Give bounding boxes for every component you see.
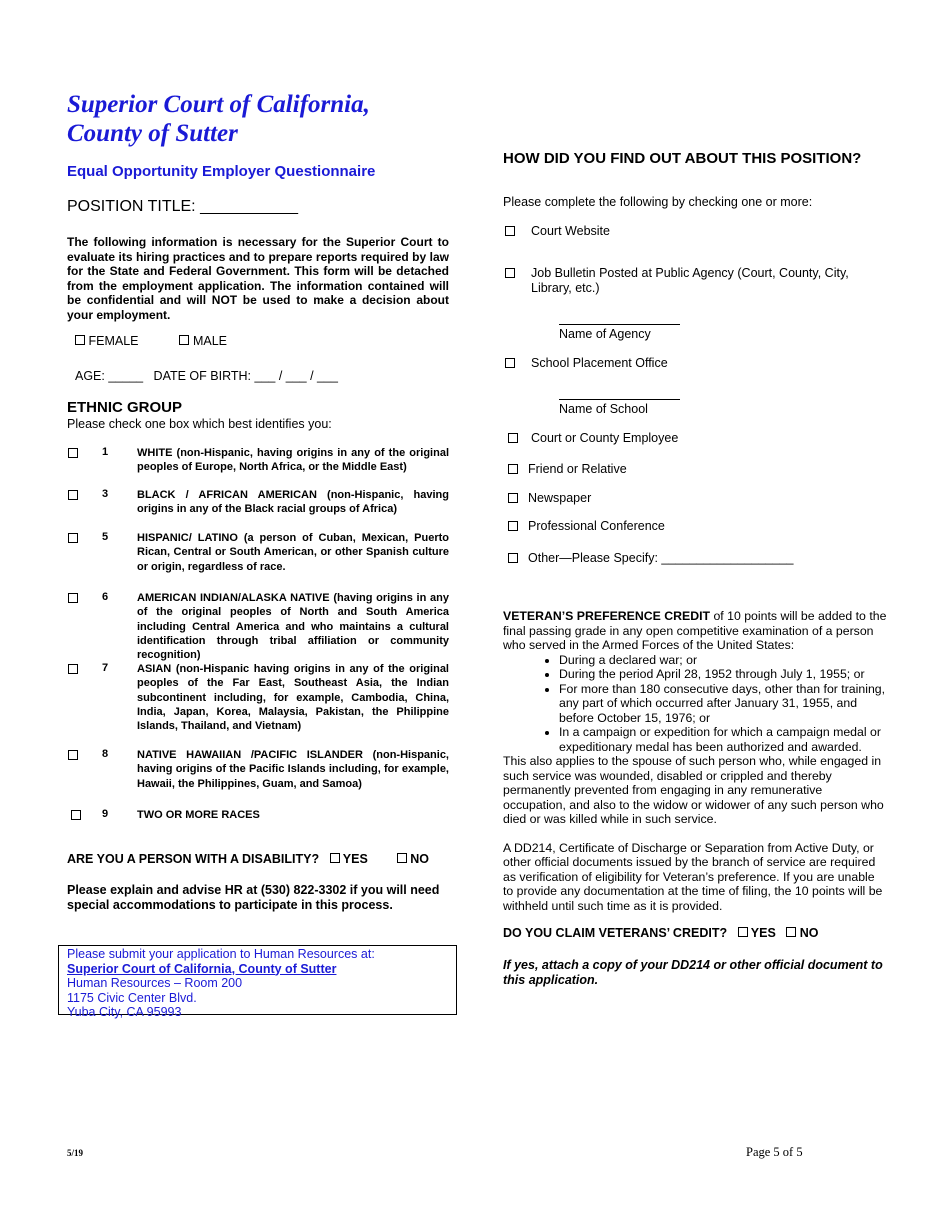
disability-question: ARE YOU A PERSON WITH A DISABILITY? bbox=[67, 852, 320, 866]
ethnic-option bbox=[67, 808, 449, 824]
ethnic-checkbox[interactable] bbox=[68, 593, 78, 603]
ethnic-heading: ETHNIC GROUP bbox=[67, 399, 183, 416]
ethnic-option bbox=[67, 748, 449, 793]
veteran-section bbox=[503, 609, 887, 913]
ethnic-code: 3 bbox=[102, 488, 109, 500]
ethnic-option bbox=[67, 591, 449, 662]
submit-box bbox=[58, 945, 457, 1019]
male-checkbox[interactable] bbox=[179, 335, 189, 345]
agency-name-label: Name of Agency bbox=[559, 327, 651, 341]
court-title-line1: Superior Court of California, bbox=[67, 91, 370, 118]
intro-paragraph: The following information is necessary for the Superior Court to evaluate its hiring practices and to prepare reports required by law for the State and Federal Government. This form will be detached from the employment application. The information contained will be confidential and will NOT be used to make a decision about your employment. bbox=[67, 235, 449, 322]
ethnic-checkbox[interactable] bbox=[68, 664, 78, 674]
veteran-claim-row bbox=[503, 926, 818, 940]
age-dob-row bbox=[75, 369, 338, 383]
submit-street: 1175 Civic Center Blvd. bbox=[67, 990, 197, 1005]
list-item: • In a campaign or expedition for which a campaign medal or expeditionary medal has been authorized and awarded. bbox=[559, 725, 887, 754]
dob-field[interactable]: ___ / ___ / ___ bbox=[254, 369, 338, 383]
court-website-label: Court Website bbox=[531, 224, 610, 238]
veteran-criteria-list bbox=[503, 653, 887, 755]
veteran-heading: VETERAN’S PREFERENCE CREDIT bbox=[503, 609, 711, 623]
ethnic-checkbox[interactable] bbox=[68, 533, 78, 543]
agency-name-line[interactable] bbox=[559, 324, 680, 325]
revision-date: 5/19 bbox=[67, 1148, 84, 1158]
ethnic-description: HISPANIC/ LATINO (a person of Cuban, Mexican, Puerto Rican, Central or South American, or other Spanish culture or origin, regardless of race. bbox=[137, 532, 449, 573]
disability-yes-checkbox[interactable] bbox=[330, 853, 340, 863]
page-number: Page 5 of 5 bbox=[746, 1145, 803, 1159]
other-checkbox[interactable] bbox=[508, 553, 518, 563]
position-title-label: POSITION TITLE: bbox=[67, 198, 196, 215]
position-title-field[interactable]: ___________ bbox=[200, 198, 298, 215]
friend-checkbox[interactable] bbox=[508, 464, 518, 474]
court-link[interactable]: Superior Court of California, County of Sutter bbox=[67, 961, 337, 976]
disability-no-checkbox[interactable] bbox=[397, 853, 407, 863]
ethnic-instruction: Please check one box which best identifies you: bbox=[67, 417, 332, 431]
submit-city: Yuba City, CA 95993 bbox=[67, 1005, 182, 1019]
gender-row bbox=[75, 334, 227, 348]
ethnic-code: 6 bbox=[102, 591, 109, 603]
ethnic-checkbox[interactable] bbox=[68, 750, 78, 760]
ethnic-option bbox=[67, 531, 449, 576]
list-item: • For more than 180 consecutive days, other than for training, any part of which occurred after January 31, 1955, and before October 15, 1976; or bbox=[559, 682, 887, 726]
school-placement-checkbox[interactable] bbox=[505, 358, 515, 368]
court-title-line2: County of Sutter bbox=[67, 120, 238, 147]
newspaper-checkbox[interactable] bbox=[508, 493, 518, 503]
ethnic-checkbox[interactable] bbox=[71, 810, 81, 820]
position-title bbox=[67, 198, 298, 216]
disability-yes-label: YES bbox=[342, 852, 368, 866]
veteran-intro-text: of 10 points will be added to the final passing grade in any open competitive examination of a person who served in the Armed Forces of the United States: bbox=[503, 609, 887, 652]
conference-checkbox[interactable] bbox=[508, 521, 518, 531]
source-instruction: Please complete the following by checking one or more: bbox=[503, 195, 813, 209]
other-label[interactable]: Other—Please Specify: ___________________ bbox=[528, 551, 794, 565]
ethnic-code: 1 bbox=[102, 446, 109, 458]
court-title bbox=[67, 90, 370, 148]
submit-room: Human Resources – Room 200 bbox=[67, 976, 243, 990]
list-item: • During the period April 28, 1952 through July 1, 1955; or bbox=[559, 667, 887, 682]
veteran-dd214-text: A DD214, Certificate of Discharge or Separation from Active Duty, or other official documents issued by the branch of service are required as verification of eligibility for Veteran’s preference. If you are unable to provide any documentation at the time of filing, the 10 points will be withheld until such time as it is provided. bbox=[503, 840, 883, 913]
conference-label: Professional Conference bbox=[528, 519, 665, 533]
ethnic-description: WHITE (non-Hispanic, having origins in any of the original peoples of Europe, North Africa, or the Middle East) bbox=[137, 447, 449, 474]
accommodation-note: Please explain and advise HR at (530) 822-3302 if you will need special accommodations to participate in this process. bbox=[67, 883, 440, 912]
job-bulletin-label: Job Bulletin Posted at Public Agency (Court, County, City, Library, etc.) bbox=[531, 266, 849, 295]
dob-label: DATE OF BIRTH: bbox=[153, 369, 252, 383]
ethnic-checkbox[interactable] bbox=[68, 490, 78, 500]
ethnic-code: 8 bbox=[102, 748, 109, 760]
school-name-line[interactable] bbox=[559, 399, 680, 400]
ethnic-code: 5 bbox=[102, 531, 109, 543]
ethnic-description: TWO OR MORE RACES bbox=[137, 809, 260, 821]
female-checkbox[interactable] bbox=[75, 335, 85, 345]
veteran-intro bbox=[503, 609, 887, 653]
veteran-yes-label: YES bbox=[750, 926, 776, 940]
veteran-spouse-text: This also applies to the spouse of such person who, while engaged in such service was wounded, disabled or crippled and thereby permanently prevented from engaging in any remunerative occupation, and also to the widow or widower of any such person who died or was killed while in such service. bbox=[503, 754, 884, 826]
veteran-yes-checkbox[interactable] bbox=[738, 927, 748, 937]
ethnic-option bbox=[67, 662, 449, 737]
list-item: • During a declared war; or bbox=[559, 653, 887, 668]
disability-no-label: NO bbox=[410, 852, 429, 866]
age-label: AGE: bbox=[75, 369, 105, 383]
male-label: MALE bbox=[192, 334, 227, 348]
job-bulletin-checkbox[interactable] bbox=[505, 268, 515, 278]
submit-line1: Please submit your application to Human Resources at: bbox=[67, 947, 375, 961]
ethnic-option bbox=[67, 446, 449, 476]
age-field[interactable]: _____ bbox=[108, 369, 144, 383]
court-website-checkbox[interactable] bbox=[505, 226, 515, 236]
ethnic-code: 7 bbox=[102, 662, 109, 674]
ethnic-option bbox=[67, 488, 449, 518]
veteran-attach-note: If yes, attach a copy of your DD214 or other official document to this application. bbox=[503, 958, 883, 987]
court-employee-label: Court or County Employee bbox=[531, 431, 679, 445]
veteran-no-checkbox[interactable] bbox=[786, 927, 796, 937]
ethnic-description: NATIVE HAWAIIAN /PACIFIC ISLANDER (non-Hispanic, having origins of the Pacific Islands including, for example, Hawaii, the Philippines, Guam, and Samoa) bbox=[137, 749, 449, 790]
school-name-label: Name of School bbox=[559, 402, 648, 416]
ethnic-description: ASIAN (non-Hispanic having origins in any of the original peoples of the Far East, Southeast Asia, the Indian subcontinent including, for example, Cambodia, China, India, Japan, Korea, Malaysia, Pakistan, the Philippine Islands, Thailand, and Vietnam) bbox=[137, 663, 449, 733]
newspaper-label: Newspaper bbox=[528, 491, 592, 505]
form-subtitle: Equal Opportunity Employer Questionnaire bbox=[67, 163, 376, 180]
ethnic-description: BLACK / AFRICAN AMERICAN (non-Hispanic, having origins in any of the Black racial groups of Africa) bbox=[137, 489, 449, 516]
disability-row bbox=[67, 852, 429, 866]
school-placement-label: School Placement Office bbox=[531, 356, 668, 370]
ethnic-code: 9 bbox=[102, 808, 109, 820]
female-label: FEMALE bbox=[88, 334, 139, 348]
source-heading: HOW DID YOU FIND OUT ABOUT THIS POSITION? bbox=[503, 150, 862, 167]
court-employee-checkbox[interactable] bbox=[508, 433, 518, 443]
veteran-no-label: NO bbox=[799, 926, 819, 940]
veteran-claim-question: DO YOU CLAIM VETERANS’ CREDIT? bbox=[503, 926, 728, 940]
friend-label: Friend or Relative bbox=[528, 462, 627, 476]
ethnic-checkbox[interactable] bbox=[68, 448, 78, 458]
ethnic-description: AMERICAN INDIAN/ALASKA NATIVE (having origins in any of the original peoples of North and South America including Central America and who maintains a cultural identification through tribal affiliation or community recognition) bbox=[137, 592, 449, 662]
